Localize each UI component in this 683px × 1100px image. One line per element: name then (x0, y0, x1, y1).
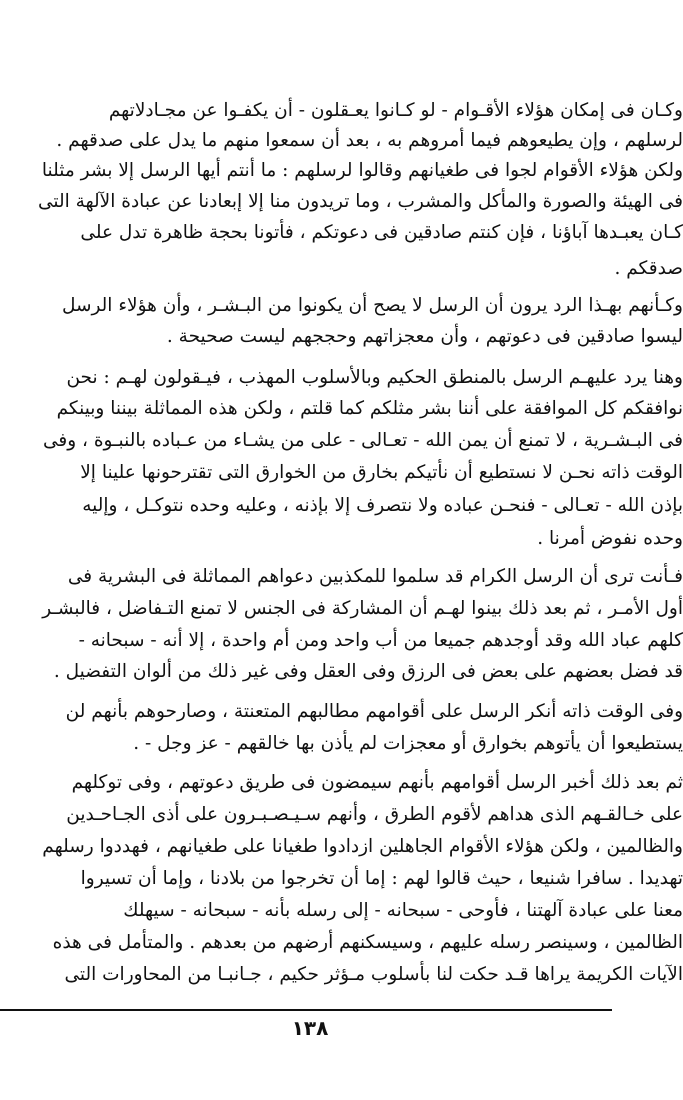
text-line: والظالمين ، ولكن هؤلاء الأقوام الجاهلين ازدادوا طغيانا على طغيانهم ، فهددوا رسلهم (42, 836, 683, 857)
text-line: بإذن الله - تعـالى - فنحـن عباده ولا نتصرف إلا بإذنه ، وعليه وحده نتوكـل ، وإليه (82, 495, 683, 516)
page-number: ١٣٨ (291, 1016, 329, 1040)
text-line: يستطيعوا أن يأتوهم بخوارق أو معجزات لم يأذن بها خالقهم - عز وجل - . (133, 733, 683, 754)
text-line: تهديدا . سافرا شنيعا ، حيث قالوا لهم : إما أن تخرجوا من بلادنا ، وإما أن تسيروا (80, 868, 683, 889)
text-line: ثم بعد ذلك أخبر الرسل أقوامهم بأنهم سيمضون فى طريق دعوتهم ، وفى توكلهم (71, 772, 683, 793)
text-line: نوافقكم كل الموافقة على أننا بشر مثلكم كما قلتم ، ولكن هذه المماثلة بيننا وبينكم (56, 398, 683, 419)
text-line: كـان يعبـدها آباؤنا ، فإن كنتم صادقين فى دعوتكم ، فأتونا بحجة ظاهرة تدل على (80, 222, 683, 243)
text-line: فـأنت ترى أن الرسل الكرام قد سلموا للمكذبين دعواهم المماثلة فى البشرية فى (67, 566, 683, 587)
text-line: صدقكم . (614, 258, 683, 279)
text-line: الآيات الكريمة يراها قـد حكت لنا بأسلوب مـؤثر حكيم ، جـانبـا من المحاورات التى (64, 964, 683, 985)
footer-rule (0, 1009, 612, 1011)
text-line: معنا على عبادة آلهتنا ، فأوحى - سبحانه - إلى رسله بأنه - سبحانه - سيهلك (123, 900, 683, 921)
text-line: الظالمين ، وسينصر رسله عليهم ، وسيسكنهم أرضهم من بعدهم . والمتأمل فى هذه (52, 932, 683, 953)
text-line: وفى الوقت ذاته أنكر الرسل على أقوامهم مطالبهم المتعنتة ، وصارحوهم بأنهم لن (65, 701, 683, 722)
text-line: وهنا يرد عليهـم الرسل بالمنطق الحكيم وبالأسلوب المهذب ، فيـقولون لهـم : نحن (66, 367, 683, 388)
text-line: كلهم عباد الله وقد أوجدهم جميعا من أب واحد ومن أم واحدة ، إلا أنه - سبحانه - (78, 630, 683, 651)
text-line: ليسوا صادقين فى دعوتهم ، وأن معجزاتهم وحججهم ليست صحيحة . (166, 326, 683, 347)
text-line: لرسلهم ، وإن يطيعوهم فيما أمروهم به ، بعد أن سمعوا منهم ما يدل على صدقهم . (56, 130, 683, 151)
text-line: على خـالقـهم الذى هداهم لأقوم الطرق ، وأنهم سـيـصـبـرون على أذى الجـاحـدين (66, 804, 683, 825)
text-line: وحده نفوض أمرنا . (537, 528, 683, 549)
text-line: الوقت ذاته نحـن لا نستطيع أن نأتيكم بخارق من الخوارق التى تقترحونها علينا إلا (80, 462, 683, 483)
text-line: وكـان فى إمكان هؤلاء الأقـوام - لو كـانوا يعـقلون - أن يكفـوا عن مجـادلاتهم (108, 100, 683, 121)
text-line: قد فضل بعضهم على بعض فى الرزق وفى العقل وفى غير ذلك من ألوان التفضيل . (53, 661, 683, 682)
text-line: ولكن هؤلاء الأقوام لجوا فى طغيانهم وقالوا لرسلهم : ما أنتم أيها الرسل إلا بشر مثلنا (41, 160, 683, 181)
text-line: فى البـشـرية ، لا تمنع أن يمن الله - تعـالى - على من يشـاء من عـباده بالنبـوة ، وفى (42, 430, 683, 451)
text-line: وكـأنهم بهـذا الرد يرون أن الرسل لا يصح أن يكونوا من البـشـر ، وأن هؤلاء الرسل (61, 295, 683, 316)
text-line: أول الأمـر ، ثم بعد ذلك بينوا لهـم أن المشاركة فى الجنس لا تمنع التـفاضل ، فالبشـر (42, 598, 683, 619)
text-line: فى الهيئة والصورة والمأكل والمشرب ، وما تريدون منا إلا إبعادنا عن عبادة الآلهة التى (37, 191, 683, 212)
